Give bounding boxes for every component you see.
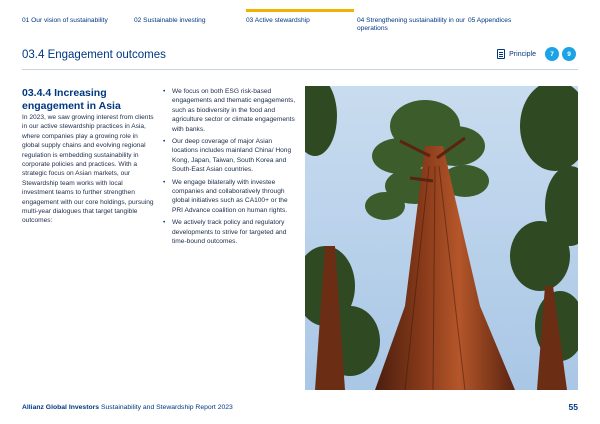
tree-illustration [305, 86, 578, 390]
document-icon [497, 49, 505, 59]
bullet-item: • We engage bilaterally with investee companies and collaboratively through global initiatives such as CA100+ or the PRI Advance coalition on human rights. [163, 178, 297, 216]
header-divider [22, 69, 578, 70]
nav-tab-indicator [134, 9, 242, 12]
nav-tab-active-indicator [246, 9, 354, 12]
nav-tab-indicator [22, 9, 130, 12]
nav-tab-indicator [357, 9, 465, 12]
principle-badge-7[interactable]: 7 [545, 47, 559, 61]
nav-tab-label: 03 Active stewardship [246, 17, 310, 24]
nav-tab-label: 04 Strengthening sustainability in our operations [357, 17, 466, 32]
nav-tab-operations[interactable] [357, 0, 467, 40]
principle-badge-9[interactable]: 9 [562, 47, 576, 61]
bullet-list [163, 87, 297, 250]
principle-indicator [497, 46, 576, 62]
nav-tab-sustainable-investing[interactable] [134, 0, 244, 40]
page-number: 55 [568, 402, 578, 412]
nav-tab-indicator [468, 9, 576, 12]
page-title: 03.4 Engagement outcomes [22, 49, 166, 61]
nav-tab-vision[interactable] [22, 0, 132, 40]
footer [22, 404, 233, 411]
nav-tab-label: 02 Sustainable investing [134, 17, 206, 24]
nav-tab-active-stewardship[interactable] [246, 0, 356, 40]
nav-tab-label: 05 Appendices [468, 17, 512, 24]
top-navigation [22, 0, 578, 40]
bullet-item: • We focus on both ESG risk-based engagements and thematic engagements, such as biodiversity in the food and agriculture sector or climate engagements with banks. [163, 87, 297, 134]
sequoia-tree-photo [305, 86, 578, 390]
section-heading: 03.4.4 Increasing engagement in Asia [22, 87, 121, 112]
bullet-item: • Our deep coverage of major Asian locations includes mainland China/ Hong Kong, Japan, Taiwan, South Korea and South-East Asian countries. [163, 137, 297, 175]
footer-report-title: Sustainability and Stewardship Report 2023 [100, 404, 233, 411]
nav-tab-appendices[interactable] [468, 0, 578, 40]
principle-label: Principle [509, 50, 536, 58]
nav-tab-label: 01 Our vision of sustainability [22, 17, 108, 24]
footer-brand: Allianz Global Investors [22, 404, 100, 411]
bullet-item: • We actively track policy and regulatory developments to strive for targeted and time-bound outcomes. [163, 218, 297, 246]
intro-paragraph: In 2023, we saw growing interest from clients in our active stewardship practices in Asia, where companies play a growing role in global supply chains and evolving regional regulation is embedding sustainability in corporate policies and practices. With a strategic focus on Asian markets, our Stewardship team works with local investment teams to further strengthen engagement with our core holdings, pursuing multi-year dialogues that target tangible outcomes: [22, 114, 154, 225]
